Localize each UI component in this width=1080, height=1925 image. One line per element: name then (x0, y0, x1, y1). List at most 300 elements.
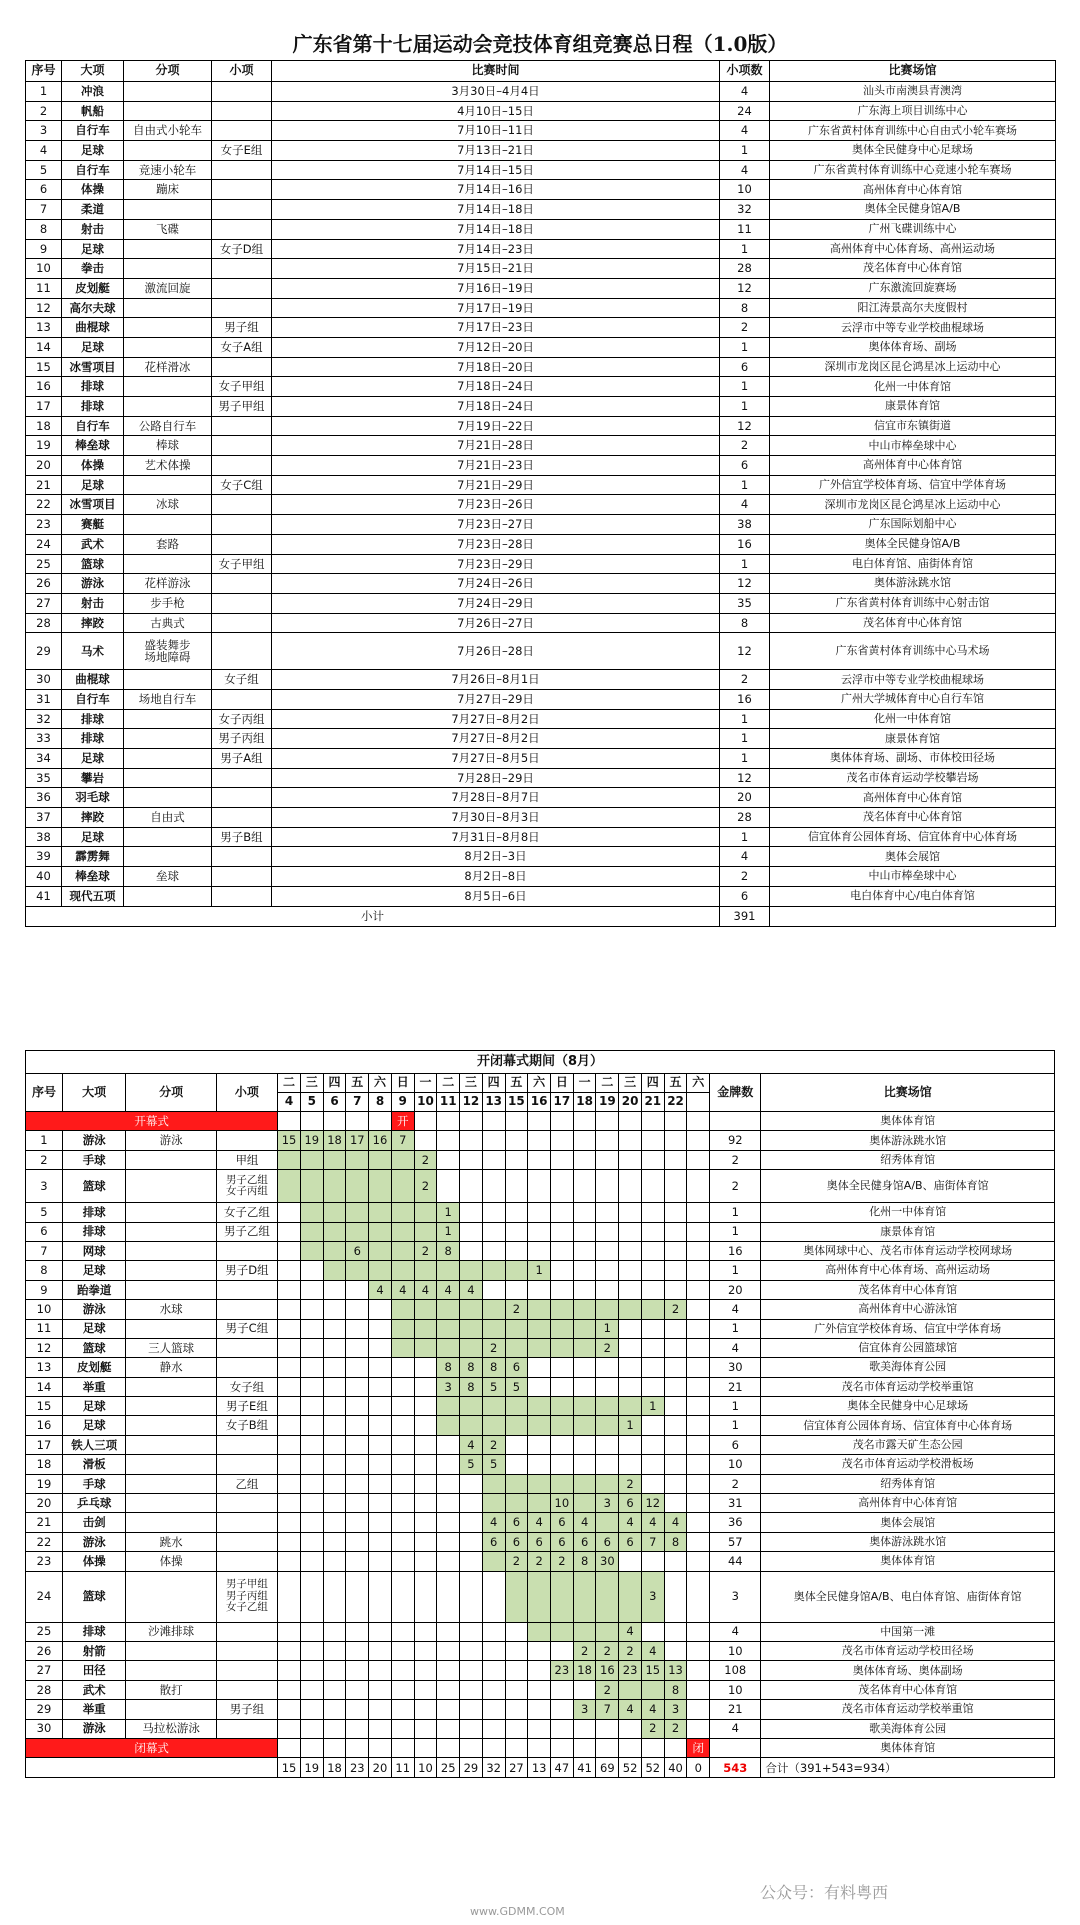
day-cell (596, 1222, 619, 1241)
day-cell (664, 1261, 687, 1280)
sport-cell: 篮球 (62, 1338, 126, 1357)
sub-cell (126, 1397, 216, 1416)
table-row (26, 729, 1056, 749)
table1-cell: 7 (26, 200, 62, 220)
seq-cell: 13 (26, 1358, 63, 1377)
day-cell (528, 1222, 551, 1241)
table1-cell (124, 239, 212, 259)
sport-cell: 篮球 (62, 1170, 126, 1203)
day-cell (323, 1203, 346, 1222)
venue-cell: 茂名市体育运动学校滑板场 (761, 1455, 1055, 1474)
day-cell: 2 (596, 1641, 619, 1660)
day-cell (323, 1738, 346, 1757)
table1-cell: 20 (720, 788, 770, 808)
day-cell (528, 1622, 551, 1641)
day-cell (369, 1377, 392, 1396)
day-cell (323, 1661, 346, 1680)
table-row (26, 160, 1056, 180)
day-cell (460, 1112, 483, 1131)
day-cell (323, 1319, 346, 1338)
table2-weekday-row (26, 1074, 1055, 1093)
day-cell (460, 1397, 483, 1416)
day-cell: 6 (619, 1532, 642, 1551)
day-cell (641, 1261, 664, 1280)
day-cell (505, 1738, 528, 1757)
sub-cell: 马拉松游泳 (126, 1719, 216, 1738)
day-cell (300, 1338, 323, 1357)
day-cell (369, 1494, 392, 1513)
sub-cell (126, 1203, 216, 1222)
day-cell (573, 1112, 596, 1131)
day-cell (369, 1571, 392, 1622)
total-cell: 52 (641, 1758, 664, 1778)
venue-cell: 奥体全民健身中心足球场 (761, 1397, 1055, 1416)
day-cell (687, 1280, 710, 1299)
day-cell (551, 1377, 574, 1396)
day-cell (437, 1680, 460, 1699)
table-row (26, 1571, 1055, 1622)
sub-cell (126, 1455, 216, 1474)
venue-cell: 奥体会展馆 (761, 1513, 1055, 1532)
day-cell (460, 1150, 483, 1169)
date-cell: 5 (300, 1093, 323, 1112)
day-cell (573, 1338, 596, 1357)
table1-cell: 40 (26, 867, 62, 887)
seq-cell: 2 (26, 1150, 63, 1169)
table1-cell: 4 (720, 82, 770, 102)
weekday-cell: 五 (346, 1074, 369, 1093)
seq-cell: 9 (26, 1280, 63, 1299)
table1-cell: 4 (26, 141, 62, 161)
day-cell: 8 (482, 1358, 505, 1377)
day-cell (414, 1397, 437, 1416)
sport-cell: 足球 (62, 1261, 126, 1280)
day-cell: 闭 (687, 1738, 710, 1757)
table1-cell: 奥体全民健身馆A/B (770, 200, 1056, 220)
day-cell (505, 1416, 528, 1435)
table1-cell: 帆船 (62, 101, 124, 121)
day-cell: 4 (573, 1513, 596, 1532)
venue-cell: 奥体体育馆 (761, 1738, 1055, 1757)
day-cell (300, 1622, 323, 1641)
table1-cell: 12 (720, 768, 770, 788)
table1-cell: 女子C组 (212, 475, 272, 495)
day-cell (346, 1261, 369, 1280)
table1-cell: 云浮市中等专业学校曲棍球场 (770, 670, 1056, 690)
day-cell (482, 1131, 505, 1150)
table1-cell: 33 (26, 729, 62, 749)
day-cell (596, 1513, 619, 1532)
sport-cell: 游泳 (62, 1131, 126, 1150)
table-row (26, 1494, 1055, 1513)
day-cell (641, 1552, 664, 1571)
table1-cell: 16 (720, 689, 770, 709)
day-cell (437, 1397, 460, 1416)
day-cell (687, 1513, 710, 1532)
table1-cell: 1 (720, 397, 770, 417)
table1-cell: 7月15日–21日 (272, 259, 720, 279)
total-cell: 52 (619, 1758, 642, 1778)
table1-cell: 2 (26, 101, 62, 121)
day-cell (346, 1300, 369, 1319)
day-cell (687, 1358, 710, 1377)
day-cell (414, 1552, 437, 1571)
day-cell (300, 1700, 323, 1719)
table1-cell: 足球 (62, 141, 124, 161)
table1-cell (212, 534, 272, 554)
day-cell (619, 1377, 642, 1396)
day-cell (278, 1532, 301, 1551)
seq-cell: 26 (26, 1641, 63, 1660)
table1-cell: 古典式 (124, 613, 212, 633)
day-cell: 12 (641, 1494, 664, 1513)
day-cell (323, 1358, 346, 1377)
day-cell (391, 1377, 414, 1396)
table1-cell: 飞碟 (124, 219, 212, 239)
day-cell: 6 (573, 1532, 596, 1551)
day-cell (414, 1203, 437, 1222)
day-cell (437, 1455, 460, 1474)
day-cell (664, 1455, 687, 1474)
day-cell (323, 1280, 346, 1299)
day-cell (641, 1203, 664, 1222)
event-cell: 女子B组 (216, 1416, 278, 1435)
day-cell (619, 1241, 642, 1260)
day-cell (369, 1300, 392, 1319)
day-cell (482, 1112, 505, 1131)
sport-cell: 武术 (62, 1680, 126, 1699)
seq-cell: 10 (26, 1300, 63, 1319)
table-row (26, 613, 1056, 633)
day-cell (687, 1435, 710, 1454)
day-cell (391, 1474, 414, 1493)
day-cell (460, 1680, 483, 1699)
seq-cell: 21 (26, 1513, 63, 1532)
day-cell (573, 1170, 596, 1203)
date-cell: 4 (278, 1093, 301, 1112)
day-cell (505, 1280, 528, 1299)
day-cell (346, 1571, 369, 1622)
day-cell (596, 1241, 619, 1260)
day-cell (505, 1622, 528, 1641)
table1-cell: 2 (720, 670, 770, 690)
table1-cell: 霹雳舞 (62, 847, 124, 867)
table1-cell (124, 554, 212, 574)
total-cell: 20 (369, 1758, 392, 1778)
table1-cell: 汕头市南澳县青澳湾 (770, 82, 1056, 102)
day-cell (619, 1170, 642, 1203)
table1-cell: 7月18日–24日 (272, 397, 720, 417)
day-cell (505, 1150, 528, 1169)
day-cell (505, 1661, 528, 1680)
event-cell (216, 1241, 278, 1260)
total-cell: 69 (596, 1758, 619, 1778)
table1-cell: 花样滑冰 (124, 357, 212, 377)
day-cell (323, 1474, 346, 1493)
event-cell (216, 1680, 278, 1699)
table1-cell (212, 495, 272, 515)
day-cell (641, 1455, 664, 1474)
table1-cell: 7月28日–29日 (272, 768, 720, 788)
table1-cell: 云浮市中等专业学校曲棍球场 (770, 318, 1056, 338)
day-cell (300, 1532, 323, 1551)
day-cell: 15 (278, 1131, 301, 1150)
subtotal-row (26, 906, 1056, 926)
day-cell (551, 1319, 574, 1338)
table1-cell: 康景体育馆 (770, 397, 1056, 417)
day-cell (596, 1300, 619, 1319)
sub-cell: 体操 (126, 1552, 216, 1571)
venue-cell: 信宜体育公园体育场、信宜体育中心体育场 (761, 1416, 1055, 1435)
day-cell (391, 1552, 414, 1571)
seq-cell: 7 (26, 1241, 63, 1260)
date-cell: 11 (437, 1093, 460, 1112)
day-cell (619, 1203, 642, 1222)
day-cell (300, 1661, 323, 1680)
day-cell (551, 1641, 574, 1660)
day-cell (460, 1622, 483, 1641)
day-cell (414, 1719, 437, 1738)
table1-cell: 7月28日–8月7日 (272, 788, 720, 808)
total-cell: 13 (528, 1758, 551, 1778)
day-cell (528, 1571, 551, 1622)
day-cell (641, 1300, 664, 1319)
table1-cell: 激流回旋 (124, 278, 212, 298)
table1-cell (124, 259, 212, 279)
day-cell (528, 1338, 551, 1357)
total-cell: 41 (573, 1758, 596, 1778)
day-cell (687, 1377, 710, 1396)
medal-cell: 1 (710, 1261, 761, 1280)
sport-cell: 皮划艇 (62, 1358, 126, 1377)
day-cell (300, 1552, 323, 1571)
day-cell (278, 1641, 301, 1660)
table-row (26, 82, 1056, 102)
day-cell: 4 (460, 1280, 483, 1299)
date-cell: 22 (664, 1093, 687, 1112)
day-cell: 6 (505, 1513, 528, 1532)
table1-cell: 男子丙组 (212, 729, 272, 749)
table1-cell: 6 (26, 180, 62, 200)
table-row (26, 593, 1056, 613)
day-cell (619, 1261, 642, 1280)
day-cell (482, 1494, 505, 1513)
table-row (26, 298, 1056, 318)
seq-cell: 19 (26, 1474, 63, 1493)
day-cell (687, 1338, 710, 1357)
day-cell (596, 1170, 619, 1203)
day-cell (573, 1474, 596, 1493)
day-cell (641, 1738, 664, 1757)
day-cell (369, 1680, 392, 1699)
day-cell (300, 1474, 323, 1493)
table1-cell: 7月23日–27日 (272, 515, 720, 535)
day-cell (551, 1261, 574, 1280)
table1-cell: 12 (720, 278, 770, 298)
table-row (26, 456, 1056, 476)
day-cell (528, 1661, 551, 1680)
weekday-cell: 三 (300, 1074, 323, 1093)
day-cell (528, 1150, 551, 1169)
event-cell (216, 1435, 278, 1454)
day-cell (346, 1112, 369, 1131)
day-cell: 3 (573, 1700, 596, 1719)
day-cell (369, 1622, 392, 1641)
day-cell (460, 1319, 483, 1338)
table1-cell (212, 515, 272, 535)
sub-cell (126, 1222, 216, 1241)
day-cell (278, 1455, 301, 1474)
table1-cell: 28 (26, 613, 62, 633)
table1-cell (124, 515, 212, 535)
day-cell (641, 1416, 664, 1435)
day-cell (482, 1738, 505, 1757)
schedule-table-1 (25, 60, 1056, 927)
medal-cell: 3 (710, 1571, 761, 1622)
table1-cell: 篮球 (62, 554, 124, 574)
seq-cell: 12 (26, 1338, 63, 1357)
day-cell (687, 1532, 710, 1551)
day-cell (460, 1641, 483, 1660)
day-cell (619, 1131, 642, 1150)
day-cell (687, 1150, 710, 1169)
day-cell (482, 1552, 505, 1571)
table1-cell: 7月14日–18日 (272, 200, 720, 220)
total-cell: 18 (323, 1758, 346, 1778)
table1-cell: 7月21日–23日 (272, 456, 720, 476)
table1-cell: 高尔夫球 (62, 298, 124, 318)
section-title: 开闭幕式期间（8月） (26, 1051, 1055, 1074)
day-cell (278, 1435, 301, 1454)
day-cell (414, 1494, 437, 1513)
event-cell: 男子D组 (216, 1261, 278, 1280)
day-cell (528, 1377, 551, 1396)
day-cell (687, 1203, 710, 1222)
day-cell: 4 (460, 1435, 483, 1454)
table1-cell: 高州体育中心体育馆 (770, 456, 1056, 476)
day-cell (460, 1241, 483, 1260)
table1-cell (212, 259, 272, 279)
day-cell (551, 1112, 574, 1131)
table1-cell: 蹦床 (124, 180, 212, 200)
table1-cell (212, 200, 272, 220)
day-cell: 7 (391, 1131, 414, 1150)
day-cell (437, 1338, 460, 1357)
day-cell (346, 1700, 369, 1719)
table-row (26, 1513, 1055, 1532)
table-row (26, 278, 1056, 298)
table1-cell: 体操 (62, 180, 124, 200)
day-cell (482, 1680, 505, 1699)
table1-cell: 36 (26, 788, 62, 808)
event-cell (216, 1131, 278, 1150)
table1-cell: 7月27日–8月2日 (272, 709, 720, 729)
table1-cell: 自由式小轮车 (124, 121, 212, 141)
day-cell (278, 1300, 301, 1319)
table1-cell (124, 298, 212, 318)
table-row (26, 1131, 1055, 1150)
day-cell (687, 1170, 710, 1203)
day-cell (596, 1280, 619, 1299)
day-cell (505, 1700, 528, 1719)
day-cell (619, 1680, 642, 1699)
table1-cell: 8月5日–6日 (272, 886, 720, 906)
sub-cell (126, 1241, 216, 1260)
table-row (26, 1661, 1055, 1680)
event-cell (216, 1641, 278, 1660)
day-cell: 23 (551, 1661, 574, 1680)
table1-cell: 7月27日–8月2日 (272, 729, 720, 749)
seq-cell: 25 (26, 1622, 63, 1641)
table1-cell: 棒垒球 (62, 436, 124, 456)
day-cell (300, 1719, 323, 1738)
day-cell: 18 (573, 1661, 596, 1680)
day-cell (619, 1150, 642, 1169)
medal-cell: 4 (710, 1338, 761, 1357)
total-cell: 27 (505, 1758, 528, 1778)
table1-cell: 7月14日–15日 (272, 160, 720, 180)
subtotal-value: 391 (720, 906, 770, 926)
table1-cell: 足球 (62, 827, 124, 847)
day-cell (687, 1474, 710, 1493)
day-cell (391, 1358, 414, 1377)
sport-cell: 手球 (62, 1150, 126, 1169)
table-row (26, 670, 1056, 690)
day-cell (391, 1416, 414, 1435)
table-row (26, 1474, 1055, 1493)
table1-cell: 艺术体操 (124, 456, 212, 476)
table1-cell (212, 808, 272, 828)
event-cell (216, 1494, 278, 1513)
day-cell (551, 1150, 574, 1169)
table-row (26, 886, 1056, 906)
day-cell (414, 1112, 437, 1131)
table1-cell: 奥体体育场、副场、市体校田径场 (770, 749, 1056, 769)
total-cell: 25 (437, 1758, 460, 1778)
day-cell (414, 1319, 437, 1338)
table1-cell: 广东省黄村体育训练中心射击馆 (770, 593, 1056, 613)
event-cell (216, 1280, 278, 1299)
table-row (26, 357, 1056, 377)
day-cell (460, 1261, 483, 1280)
seq-cell: 8 (26, 1261, 63, 1280)
day-cell (687, 1131, 710, 1150)
day-cell (573, 1435, 596, 1454)
table-row (26, 318, 1056, 338)
venue-cell: 茂名体育中心体育馆 (761, 1280, 1055, 1299)
table1-cell: 冰雪项目 (62, 495, 124, 515)
table1-cell: 7月18日–24日 (272, 377, 720, 397)
day-cell (414, 1261, 437, 1280)
day-cell (460, 1474, 483, 1493)
day-cell: 4 (641, 1700, 664, 1719)
table1-cell: 男子甲组 (212, 397, 272, 417)
day-cell: 4 (641, 1641, 664, 1660)
table1-cell: 10 (720, 180, 770, 200)
table1-cell: 4 (720, 121, 770, 141)
day-cell (391, 1513, 414, 1532)
day-cell (346, 1358, 369, 1377)
day-cell (528, 1680, 551, 1699)
venue-cell: 茂名市体育运动学校举重馆 (761, 1377, 1055, 1396)
head-event: 小项 (216, 1074, 278, 1112)
table-row (26, 808, 1056, 828)
day-cell (482, 1474, 505, 1493)
date-cell: 6 (323, 1093, 346, 1112)
table-row (26, 1622, 1055, 1641)
day-cell (687, 1622, 710, 1641)
day-cell (528, 1397, 551, 1416)
